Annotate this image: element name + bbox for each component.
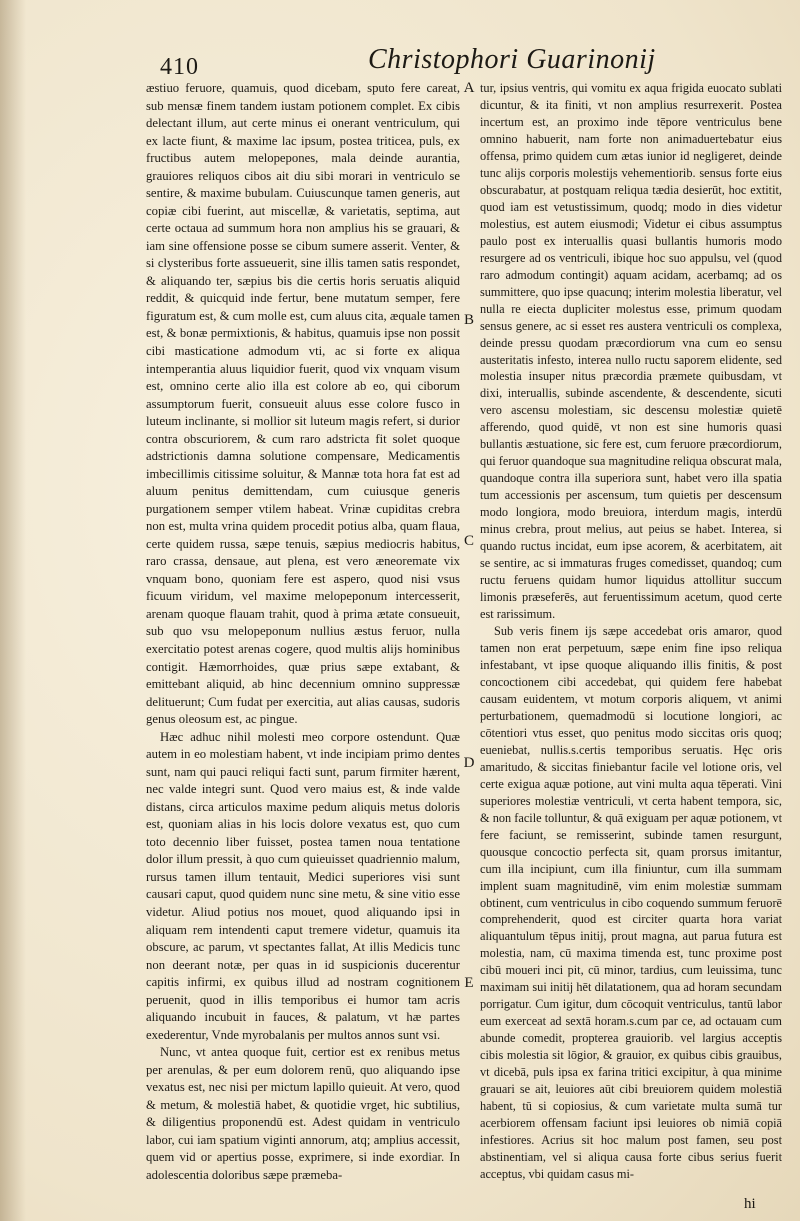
running-head: Christophori Guarinonij: [368, 44, 656, 75]
left-paragraph-1: æstiuo feruore, quamuis, quod dicebam, sputo fere careat, sub mensæ finem tandem iustam potionem complet. Ex cibis delectant illum, aut certe minus ei onerant ventriculum, qui ex lacte fiunt, & maxime lac ipsum, postea triticea, puls, ex fructibus autem melopepones, mala deinde aurantia, grauiores reliquos cibos ait diu sibi morari in ventriculo se sentire, & maxime bubulam. Cuiuscunque tamen generis, aut copiæ cibi fuerint, aut miscellæ, & varietatis, septima, aut certe octaua ad summum hora non amplius his se grauari, & iam sine offensione posse se cibum sumere asserit. Venter, & si clysteribus forte assueuerit, sine illis tamen satis respondet, & aliquando ter, sæpius bis die certis horis seruatis aliquid reddit, & quicquid inde fertur, bene mutatum semper, fere figuratum est, & cum molle est, cum aluus cita, æquale tamen est, & bonæ permixtionis, & habitus, quamuis ipse non possit cibi masticatione admodum vti, ac si forte ex aliqua intemperantia aluus liquidior fuerit, quod vix vnquam visum est, omnino certe alio illa est colore ab eo, qui ciborum assumptorum fuerit, consueuit aluus esse colore fusco in luteum inclinante, si mollior sit luteum magis refert, si durior contra obscuriorem, & cum raro adstricta fit solet quoque adstrictionis damna solutione compensare, Medicamentis imbecillimis citissime soluitur, & Mannæ tota hora fat est ad aluum penitus demittendam, cum cuiusque generis purgationem semper vtilem habeat. Vrinæ cupiditas crebra non est, multa vrina quidem procedit potius alba, quam flaua, certe quidem russa, sæpe tenuis, sæpius mediocris habitus, raro crassa, densaue, aut plena, est vero æneoremate vix vnquam bono, quoniam fere est aspero, quod nisi vsus ficuum viridum, vel maxime melopeponum intercesserit, arenam quoque flauam trahit, quod à prima ætate consueuit, sub quo vsu melopeponum nullius æstus feruor, nulla exercitatio potest arenas cogere, quod multis alijs hominibus contigit. Hæmorrhoides, quæ prius sæpe extabant, & emittebant aliquid, ab hinc decennium omnino suppressæ delituerunt; Cum fudat per exercitia, aut alias causas, sudoris genus oleosum est, ac pingue.: [146, 81, 460, 727]
catchword: hi: [744, 1196, 756, 1212]
right-paragraph-2: Sub veris finem ijs sæpe accedebat oris amaror, quod tamen non erat perpetuum, sæpe enim fine ipso reliqua infestabant, vt ipse quoque aliquando illis finitis, & post concoctionem cibi accedebat, qui quidem fere habebat causam euidentem, vt motum corporis aliquem, vt animi perturbationem, quemadmodū si locutione longiori, ac cōtentiori vtus esset, quo penitus modo siccitas oris quoq; eueniebat, nullis.s.certis temporibus seruatis. Hęc oris amaritudo, & siccitas finiebantur facile vel lotione oris, vel certe exigua aquæ potione, aut vini multa aqua tēperati. Vini superiores molestiæ ventriculi, vt certa habent tempora, sic, & non facile tolluntur, & quā exiguam per aquæ potionem, vt fere faciunt, se remisserint, subinde tamen resurgunt, quousque concoctio perfecta sit, quam prorsus imitantur, cum illa incipiunt, cum illa finiuntur, cum illa summam implent suam magnitudinē, vim enim molestiæ summam obtinent, cum ventriculus in cibo coquendo summum feruorē comprehenderit, quod est circiter quarta hora variat aliquantulum tēpus initij, prout magna, aut parua futura est molestia, nam, cū maxima timenda est, tunc proxime post cibū moueri inci pit, cū minor, tardius, cum leuissima, tunc maximam sui initij hēt dilatationem, qua ad horam secundam porrigatur. Cum igitur, dum cōcoquit ventriculus, tantū labor eum exerceat ad sextā horam.s.cum par ce, ad octauam cum abunde comedit, propterea grauiorib. vel largius acceptis cibis molestia sit lōgior, & grauior, ex quibus cibis grauibus, vt dicebā, puls ipsa ex farina tritici excipitur, à qua minime grauari se ait, leuiores aūt cibi breuiorem quidem molestiā habent, tū si copiosius, & cum varietate multa sumā tur acerbiorem offensam faciunt ipsi leuiores ob nimiā copiā infestiores. Acrius sit hoc malum post famen, seu post abstinentiam, vel si aliqua causa forte cibus serius fuerit acceptus, vbi quidam casus mi-: [480, 624, 782, 1181]
page-number: 410: [160, 54, 199, 80]
margin-letter-b: B: [463, 312, 474, 328]
right-column: [480, 80, 782, 1183]
left-paragraph-2: Hæc adhuc nihil molesti meo corpore ostendunt. Quæ autem in eo molestiam habent, vt inde incipiam primo dentes sunt, nam qui pauci reliqui facti sunt, parum firmiter hærent, nec valde integri sunt. Quod vero maius est, & inde valde distans, circa articulos maxime pedum aliquis metus doloris est, quoniam alias in his locis dolore vexatus est, quo cum toto decennio liber fuisset, postea tamen noua tentatione dolor illum pressit, à quo cum quieuisset quadriennio malum, rursus tamen illum tentauit, Medici superiores visi sunt causari caput, quod quidem nunc sine metu, & sine vitio esse videtur. Aliud potius nos mouet, quod aliquando ipsi in aliquam rem intendenti caput tremere videtur, quamuis ita obscure, ac parum, vt spectantes fallat, At illis Medicis tunc non deerant notæ, per quas in id suspicionis ducerentur capitis infirmi, ex quibus illud ad nostram cognitionem peruenit, quod in illis temporibus ei humor tam acris aliquando incubuit in fauces, & palatum, vt hæ partes exederentur, Vnde myrobalanis per multos annos sunt vsi.: [146, 729, 460, 1042]
gutter-shadow: [0, 0, 26, 1221]
margin-letter-c: C: [463, 533, 474, 549]
margin-letter-e: E: [464, 975, 474, 991]
margin-letter-a: A: [463, 80, 475, 96]
margin-letter-d: D: [463, 755, 475, 771]
right-paragraph-1: tur, ipsius ventris, qui vomitu ex aqua frigida euocato sublati dicuntur, & ita finiti, vt non amplius resurrexerit. Postea incertum est, an proximo inde tēpore ventriculus bene omnino habuerit, nam forte non animaduertebatur eius offensa, primo quidem cum ætas iunior id negligeret, deinde tunc alijs corporis molestijs vehementiorib. sensus forte eius obscurabatur, at postquam reliqua tædia desierūt, hoc extitit, quod iam est vetustissimum, quodq; modo in dies videtur molestius, est autem eiusmodi; Videtur ei cibus assumptus paulo post ex interuallis quasi bullantis humoris modo resurgere ad os ventriculi, ibique hoc suo appulsu, vel (quod raro admodum contingit) aquam acidam, acerbamq; ad os summittere, quo ipse quacunq; interim molestia liberatur, vel nulla re eiecta dupliciter molestus esse, primum quodam sensus genere, ac si esset res austera ventriculi os complexa, deinde pressu quodam præcordiorum vna cum eo sensu austeritatis infesto, interea nullo ructu saporem elidente, sed molestia insuper nitus præcordia præmete quibusdam, vt dixi, interuallis, subinde ascendente, & descendente, sicuti vero ascensu molestiam, sic descensu molestiæ quietē afferendo, quod quidē, vt non est sine humoris quasi bullantis æstuatione, sic fere est, cum feruore præcordiorum, qui feruor quandoque sua magnitudine reliqua obscurat mala, quandoque contra illa superiora sunt, habet vero illa spatia tum accessionis per ascensum, tum quietis per descensum modo longiora, modo breuiora, interdum magis, interdū minus crebra, prout melius, aut peius se habet. Interea, si quando ructus incidat, eum ipse acorem, & acerbitatem, ait se sentire, ac si immaturas fruges comedisset, quandoq; cum ructu feruens quidam humor liquidus attollitur succum limonis præseferēs, aut feruentissimum acetum, quod certe est rarissimum.: [480, 81, 782, 622]
left-column: [146, 80, 460, 1184]
left-paragraph-3: Nunc, vt antea quoque fuit, certior est ex renibus metus per arenulas, & per eum dolorem renū, quo aliquando ipse vexatus est, nec nisi per mictum lapillo quieuit. At vero, quod & metum, & molestiā habet, & quotidie vrget, hic subtilius, & diligentius proponendū est. Adest quidam in ventriculo labor, cui iam spatium viginti annorum, atq; amplius accessit, quem vid or apertius posse, exprimere, si inde exordiar. In adolescentia doloribus sæpe præmeba-: [146, 1045, 460, 1182]
